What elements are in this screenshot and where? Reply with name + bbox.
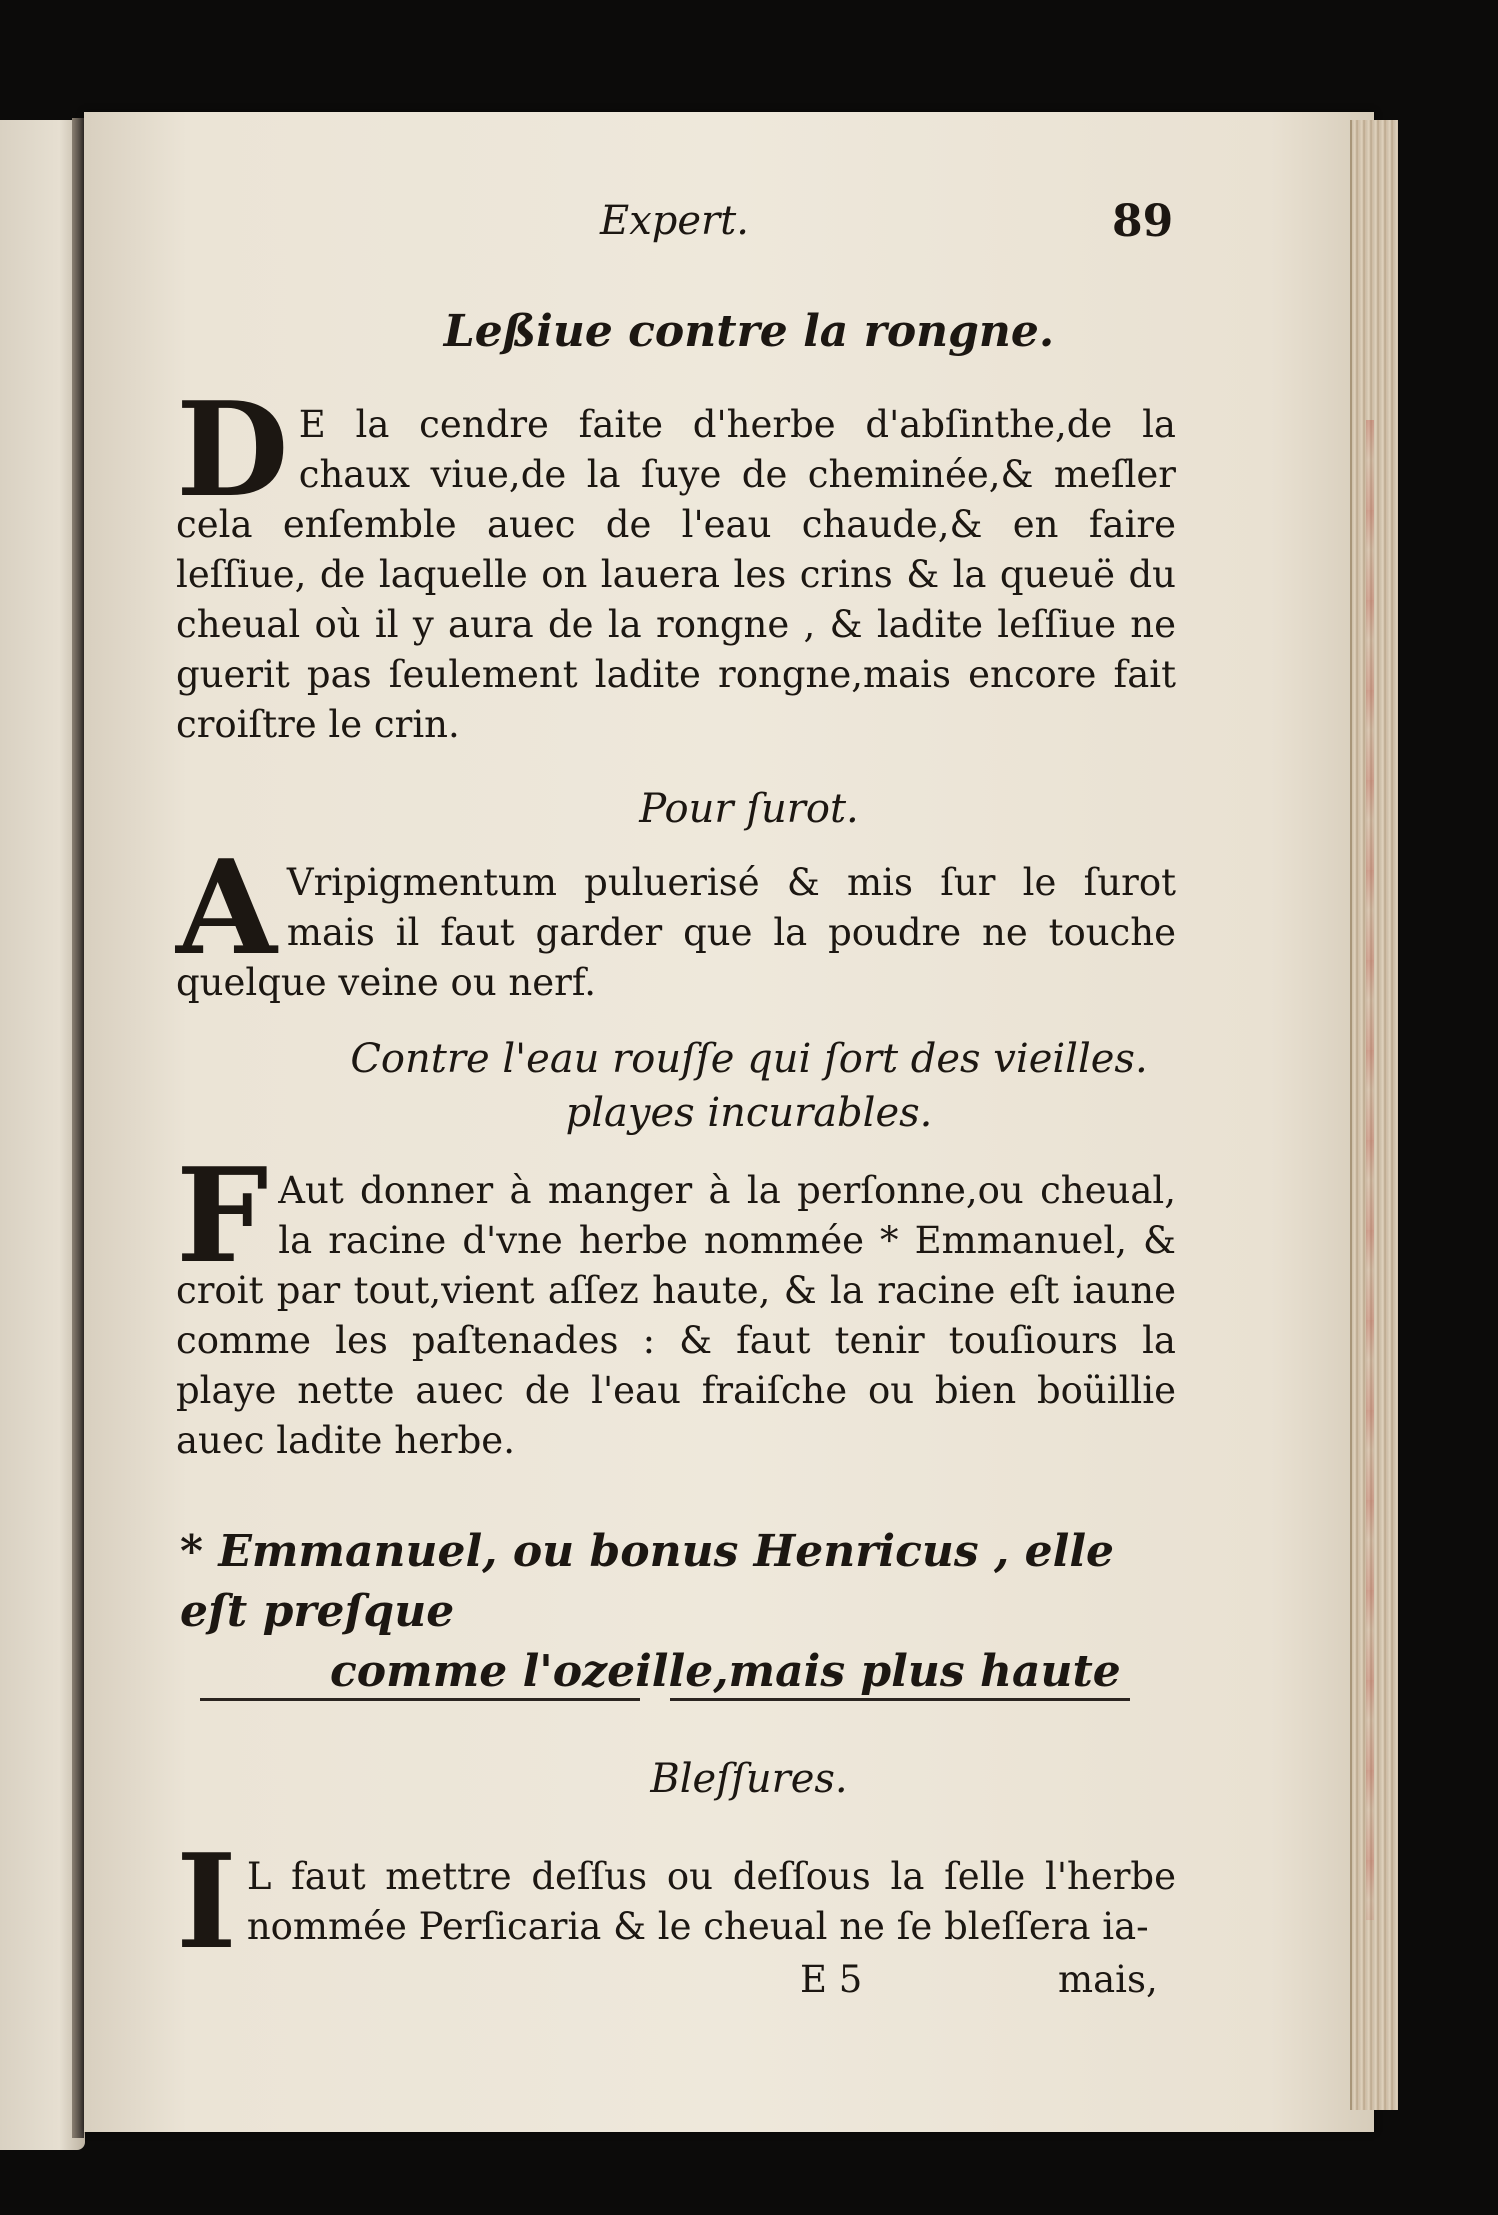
paragraph-text: L faut mettre deſſus ou deſſous la ſelle l'herbe nommée Perſicaria & le cheual ne ſe bleſſera ia- xyxy=(246,1855,1176,1948)
paragraph-blessures xyxy=(176,1825,1176,1978)
dropcap: I xyxy=(176,1825,237,1978)
divider-rule xyxy=(200,1698,640,1701)
footnote-line-2: comme l'ozeille,mais plus haute xyxy=(330,1646,1121,1697)
running-head: Expert. xyxy=(600,198,749,244)
paragraph-lessive xyxy=(176,373,1176,750)
catchword: mais, xyxy=(1058,1958,1158,2001)
paragraph-surot xyxy=(176,831,1176,1008)
page-number: 89 xyxy=(1112,196,1174,247)
footnote-line-1: * Emmanuel, ou bonus Henricus , elle eſt preſque xyxy=(180,1526,1115,1637)
section-heading-blessures: Bleſſures. xyxy=(650,1756,848,1802)
paragraph-eau-rousse xyxy=(176,1139,1176,1466)
footnote xyxy=(180,1522,1190,1702)
section-heading-eau-rousse: Contre l'eau rouſſe qui ſort des vieilles. xyxy=(350,1036,1148,1082)
section-heading-surot: Pour ſurot. xyxy=(639,786,859,832)
paragraph-text: E la cendre faite d'herbe d'abſinthe,de la chaux viue,de la ſuye de cheminée,& meſler cela enſemble auec de l'eau chaude,& en faire leſſiue, de laquelle on lauera les crins & la queuë du cheual où il y aura de la rongne , & ladite leſſiue ne guerit pas ſeulement ladite rongne,mais encore fait croiſtre le crin. xyxy=(176,403,1176,746)
dropcap: A xyxy=(176,831,277,984)
section-heading-lessive: Leßiue contre la rongne. xyxy=(443,306,1055,357)
dropcap: F xyxy=(176,1139,269,1292)
paragraph-text: Vripigmentum puluerisé & mis ſur le ſurot mais il faut garder que la poudre ne touche quelque veine ou nerf. xyxy=(176,861,1176,1004)
signature-mark: E 5 xyxy=(800,1958,863,2001)
paragraph-text: Aut donner à manger à la perſonne,ou cheual, la racine d'vne herbe nommée * Emmanuel, & croit par tout,vient aſſez haute, & la racine eſt iaune comme les paſtenades : & faut tenir touſiours la playe nette auec de l'eau fraiſche ou bien boüillie auec ladite herbe. xyxy=(176,1169,1176,1462)
section-heading-eau-rousse-2: playes incurables. xyxy=(565,1090,933,1136)
divider-rule xyxy=(670,1698,1130,1701)
dropcap: D xyxy=(176,373,289,526)
